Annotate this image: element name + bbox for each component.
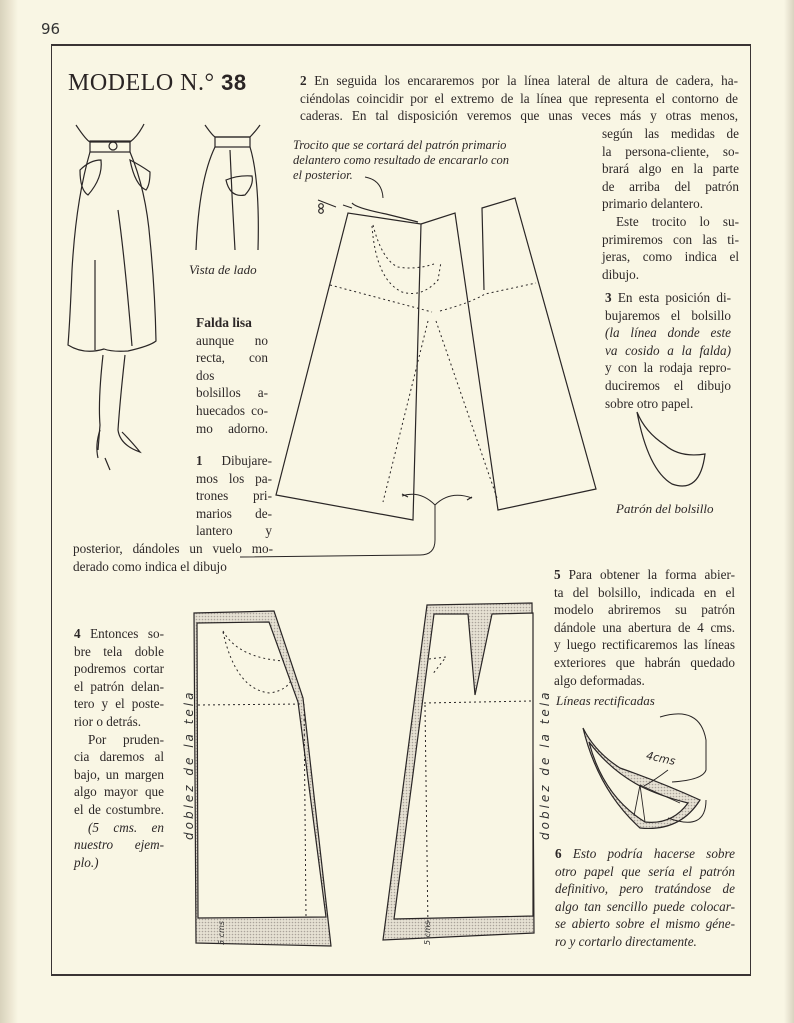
cutting-layout-back (383, 603, 534, 940)
step-2-side-line: brará algo en la parte (602, 161, 739, 177)
step-2-paragraph (300, 72, 738, 125)
step-3-line: En esta posición di- (617, 290, 731, 305)
step-6-paragraph (555, 845, 735, 951)
step-4-line: el patrón delan- (74, 678, 164, 694)
step-2-number: 2 (300, 73, 307, 88)
cut-piece-caption-line: delantero como resultado de encararlo con (293, 153, 510, 167)
step-3-paragraph (605, 289, 731, 412)
step-1-paragraph-cont (73, 540, 273, 575)
step-6-line: otro papel que sería el patrón (555, 863, 735, 879)
step-4-number: 4 (74, 626, 81, 641)
intro-line: recta, con dos (196, 350, 268, 383)
step-1-line: posterior, dándoles un vuelo mo- (73, 541, 273, 556)
step-6-line: Esto podría hacerse sobre (572, 846, 736, 861)
step-4-line: tero y el poste- (74, 696, 164, 712)
model-number: 38 (221, 70, 247, 95)
step-2-para2-line: dibujo. (602, 266, 639, 282)
step-4-italic-line: (5 cms. en (88, 819, 164, 835)
model-title-prefix: MODELO N.° (68, 70, 215, 96)
step-4-paragraph (74, 625, 164, 871)
step-3-line: bujaremos el bolsillo (605, 307, 731, 323)
step-4-para2-line: bajo, un margen (74, 766, 164, 782)
fold-label-left: doblez de la tela (182, 689, 196, 840)
step-5-line: y luego rectificaremos las líneas (554, 637, 735, 653)
step-6-line: algo tan sencillo puede colocar- (555, 898, 735, 914)
opening-label: 4cms (644, 749, 677, 768)
intro-line: mo adorno. (196, 420, 268, 436)
cutting-layout-front (194, 611, 331, 946)
step-6-line: definitivo, pero tratándose de (555, 881, 735, 897)
step-2-line: caderas. En tal disposición veremos que unas veces más y otras menos, (300, 108, 738, 124)
step-1-line: Dibujare- (221, 453, 272, 468)
step-2-line: En seguida los encararemos por la línea lateral de altura de cadera, ha- (314, 73, 738, 88)
step-2-line: ciéndolas coincidir por el extremo de la línea que representa el contorno de (300, 90, 738, 106)
step-3-line: y con la rodaja repro- (605, 360, 731, 376)
step-4-para2-line: algo mayor que (74, 784, 164, 800)
step-5-line: exteriores que habrán quedado (554, 654, 735, 670)
cut-piece-caption-line: el posterior. (293, 168, 353, 182)
step-1-line: derado como indica el dibujo (73, 558, 227, 574)
step-4-line: podremos cortar (74, 661, 164, 677)
cut-piece-caption (293, 138, 509, 183)
step-3-line: sobre otro papel. (605, 395, 694, 411)
step-4-line: bre tela doble (74, 643, 164, 659)
step-4-para2-line: cia daremos al (74, 749, 164, 765)
step-2-side-line: de arriba del patrón (602, 178, 739, 194)
step-2-side-line: según las medidas de (602, 126, 739, 141)
step-1-line: trones pri- (196, 488, 272, 504)
cut-piece-caption-line: Trocito que se cortará del patrón primario (293, 138, 507, 152)
fold-label-right: doblez de la tela (538, 689, 552, 840)
intro-line: huecados co- (196, 402, 268, 418)
step-1-line: marios de- (196, 505, 272, 521)
step-5-line: dándole una abertura de 4 cms. (554, 619, 735, 635)
step-3-italic-line: (la línea donde este (605, 325, 731, 341)
primary-pattern-drawing (240, 177, 596, 557)
step-5-number: 5 (554, 567, 561, 582)
step-1-line: mos los pa- (196, 470, 272, 486)
step-2-side-line: la persona-cliente, so- (602, 143, 739, 159)
step-4-italic-line: plo.) (74, 854, 99, 870)
intro-heading: Falda lisa (196, 315, 252, 330)
step-2-para2-line: Este trocito lo su- (616, 213, 739, 229)
step-4-italic-line: nuestro ejem- (74, 837, 164, 853)
step-5-paragraph (554, 566, 735, 689)
step-2-side-line: primario delantero. (602, 196, 704, 212)
pocket-pattern-shape (637, 412, 705, 486)
page-number: 96 (41, 20, 61, 38)
rectified-lines-caption: Líneas rectificadas (556, 693, 655, 708)
step-6-number: 6 (555, 846, 562, 861)
intro-line: bolsillos a- (196, 385, 268, 401)
step-5-line: algo deformadas. (554, 672, 645, 688)
step-6-line: se abierto sobre el mismo géne- (555, 916, 735, 932)
step-6-line: ro y cortarlo directamente. (555, 933, 697, 949)
margin-label-left: 5 cms (217, 921, 226, 945)
step-1-line: lantero y (196, 523, 272, 539)
step-3-italic-line: va cosido a la falda) (605, 342, 731, 358)
pocket-pattern-caption: Patrón del bolsillo (616, 501, 714, 516)
step-4-para2-line: Por pruden- (88, 731, 164, 747)
rectified-pocket-drawing (583, 714, 706, 829)
intro-line: aunque no (196, 332, 268, 348)
intro-description (196, 314, 268, 437)
step-5-line: Para obtener la forma abier- (568, 567, 736, 582)
skirt-front-figure (68, 124, 156, 470)
step-1-paragraph (196, 452, 272, 540)
skirt-side-figure (196, 125, 260, 250)
margin-label-right: 5 cms (423, 921, 432, 945)
side-view-caption: Vista de lado (189, 262, 257, 277)
step-3-number: 3 (605, 290, 612, 305)
step-1-number: 1 (196, 453, 203, 468)
step-2-para2-line: primiremos con las ti- (602, 231, 739, 247)
step-2-para2-line: jeras, como indica el (602, 249, 739, 265)
step-5-line: ta del bolsillo, indicada en el (554, 584, 735, 600)
step-5-line: modelo abriremos su patrón (554, 602, 735, 618)
step-4-line: rior o detrás. (74, 713, 142, 729)
step-4-para2-line: el de costumbre. (74, 801, 164, 817)
step-3-line: duciremos el dibujo (605, 377, 731, 393)
step-2-side-text (602, 125, 739, 283)
step-4-line: Entonces so- (90, 626, 164, 641)
